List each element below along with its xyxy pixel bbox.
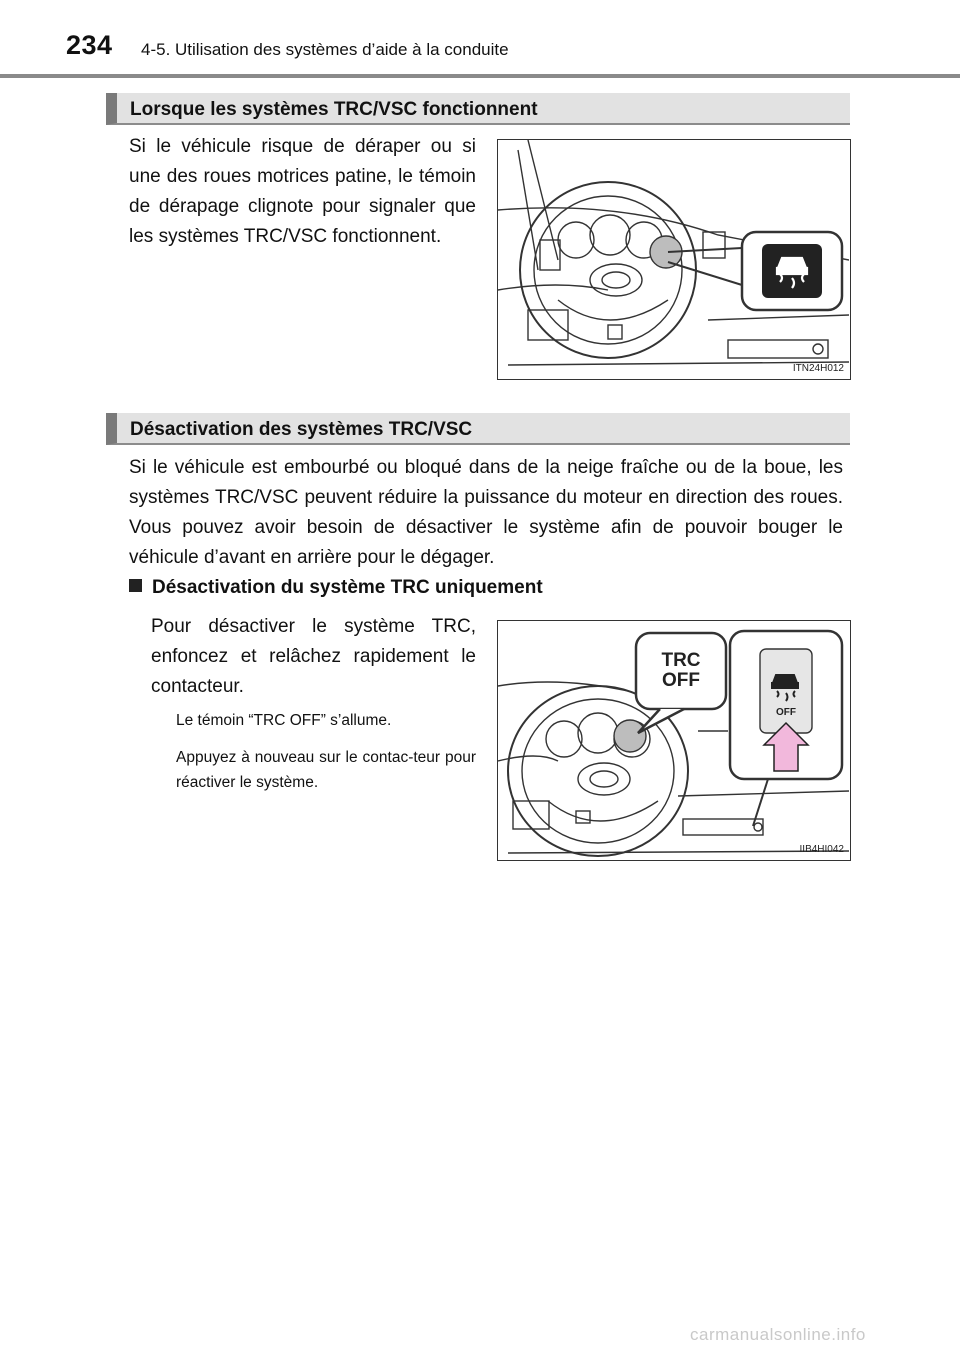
dashboard-illustration-1 xyxy=(498,140,849,378)
page-header xyxy=(0,0,960,78)
figure-trc-off-switch xyxy=(497,620,851,861)
figure-slip-indicator xyxy=(497,139,851,380)
page-number: 234 xyxy=(66,30,113,60)
figure-code: ITN24H012 xyxy=(792,363,844,374)
switch-off-label: OFF xyxy=(776,707,796,718)
section-title-trc-vsc-disable xyxy=(106,413,850,445)
trc-off-callout xyxy=(636,651,726,691)
section-title-text: Lorsque les systèmes TRC/VSC fonctionnent xyxy=(130,99,538,120)
section2-paragraph: Si le véhicule est embourbé ou bloqué dans de la neige fraîche ou de la boue, les systèmes TRC/VSC peuvent réduire la puissance du moteur en direction des roues. Vous pouvez avoir besoin de désactiver le système afin de pouvoir bouger le véhicule d’avant en arrière pour le dégager. xyxy=(129,457,843,568)
note-reactivate: Appuyez à nouveau sur le contac-teur pour réactiver le système. xyxy=(176,749,476,791)
subheading-text: Désactivation du système TRC uniquement xyxy=(152,577,543,598)
square-bullet-icon xyxy=(129,579,142,592)
section-title-trc-vsc-operating xyxy=(106,93,850,125)
callout-line-2: OFF xyxy=(662,670,700,691)
note-indicator-on: Le témoin “TRC OFF” s’allume. xyxy=(176,712,392,729)
watermark: carmanualsonline.info xyxy=(690,1325,866,1344)
instruction-paragraph: Pour désactiver le système TRC, enfoncez et relâchez rapidement le contacteur. xyxy=(151,616,476,697)
chapter-title: 4-5. Utilisation des systèmes d’aide à la conduite xyxy=(141,40,509,59)
callout-line-1: TRC xyxy=(661,650,701,671)
subheading-trc-only xyxy=(129,577,543,599)
section1-paragraph: Si le véhicule risque de déraper ou si une des roues motrices patine, le témoin de dérapage clignote pour signaler que les systèmes TRC/VSC fonctionnent. xyxy=(129,136,476,247)
header-divider xyxy=(0,74,960,78)
section-title-text: Désactivation des systèmes TRC/VSC xyxy=(130,419,473,440)
figure-code: IIB4HI042 xyxy=(799,844,844,855)
